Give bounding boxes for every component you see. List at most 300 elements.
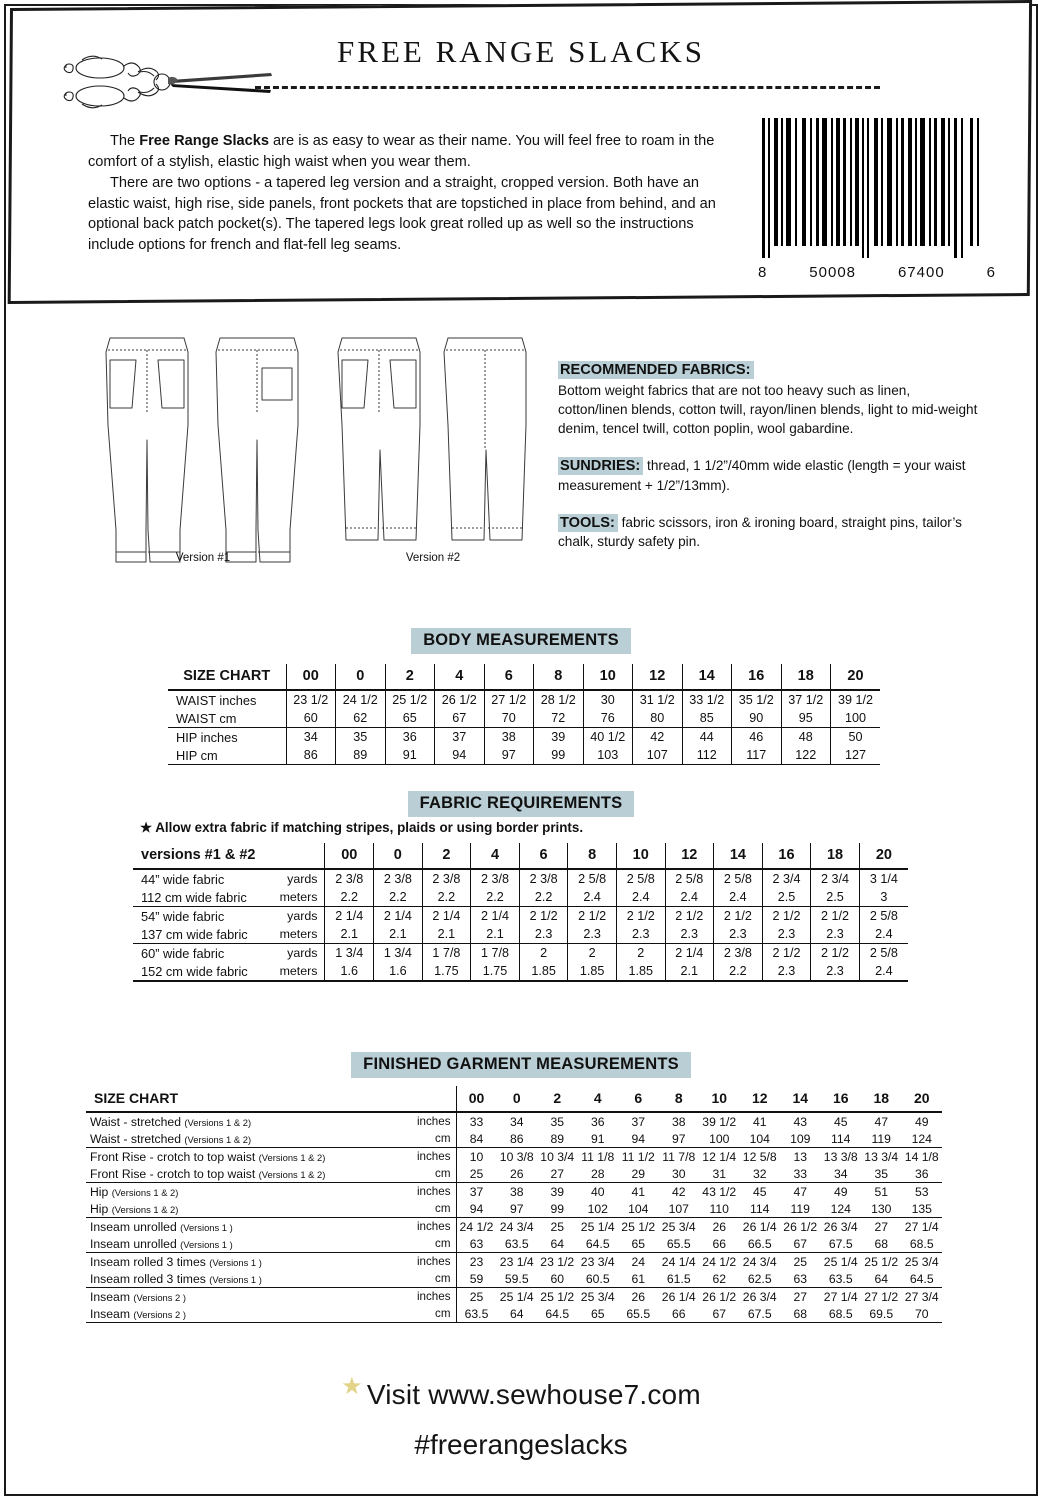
cell: 35 — [550, 1114, 565, 1129]
cell: 2.3 — [519, 925, 568, 944]
row-label: Hip (Versions 1 & 2) — [90, 1201, 179, 1216]
cell: 70 — [914, 1306, 929, 1321]
row-unit: cm — [435, 1167, 451, 1180]
cell: 42 — [659, 1183, 700, 1201]
cell: 85 — [682, 709, 732, 728]
cell: 65.5 — [626, 1306, 651, 1321]
cell: 26 1/4 — [659, 1288, 700, 1306]
cell: 2.4 — [859, 925, 908, 944]
cell: 2 1/2 — [616, 907, 665, 926]
cell: 25 1/4 — [821, 1253, 862, 1271]
cell: 66.5 — [747, 1236, 772, 1251]
cell: 30 — [671, 1166, 686, 1181]
cell: 114 — [831, 1131, 851, 1146]
cell: 38 — [497, 1183, 538, 1201]
cell: 40 1/2 — [583, 728, 633, 747]
cell: 13 3/4 — [861, 1148, 902, 1166]
col-size-8: 8 — [534, 664, 584, 690]
cell: 2.3 — [568, 925, 617, 944]
cell: 39 — [534, 728, 584, 747]
col-size-4: 4 — [471, 843, 520, 869]
cell: 49 — [821, 1183, 862, 1201]
cell: 24 1/2 — [336, 690, 386, 709]
cell: 26 1/2 — [780, 1218, 821, 1236]
table-header-row — [86, 1086, 942, 1112]
cell: 31 1/2 — [633, 690, 683, 709]
col-size-10: 10 — [616, 843, 665, 869]
cell: 2.4 — [859, 962, 908, 981]
cell: 110 — [709, 1201, 729, 1216]
cell: 2.3 — [665, 925, 714, 944]
cell: 65 — [385, 709, 435, 728]
row-label: HIP cm — [176, 747, 218, 763]
cell: 2 3/8 — [471, 869, 520, 888]
col-size-10: 10 — [711, 1090, 728, 1106]
cell: 2 3/8 — [714, 944, 763, 963]
cell: 72 — [534, 709, 584, 728]
table-row — [86, 1183, 942, 1201]
row-unit: cm — [435, 1237, 451, 1250]
table-row — [86, 1113, 942, 1130]
row-label: Inseam unrolled (Versions 1 ) — [90, 1236, 233, 1251]
cell: 10 — [456, 1148, 497, 1166]
cell: 90 — [732, 709, 782, 728]
barcode-digit-left: 8 — [758, 264, 768, 281]
cell: 25 1/4 — [497, 1288, 538, 1306]
col-size-20: 20 — [913, 1090, 930, 1106]
col-size-6: 6 — [484, 664, 534, 690]
cell: 2 5/8 — [714, 869, 763, 888]
cell: 112 — [682, 746, 732, 765]
cell: 2 5/8 — [859, 907, 908, 926]
cell: 59 — [456, 1270, 497, 1288]
cell: 27 — [861, 1218, 902, 1236]
cell: 1.6 — [374, 962, 423, 981]
table-row — [86, 1305, 942, 1323]
cell: 10 3/4 — [537, 1148, 578, 1166]
cell: 37 — [631, 1114, 646, 1129]
cell: 122 — [781, 746, 831, 765]
cell: 24 — [618, 1253, 659, 1271]
cell: 24 3/4 — [497, 1218, 538, 1236]
cell: 25 3/4 — [902, 1253, 943, 1271]
col-size-14: 14 — [714, 843, 763, 869]
cell: 104 — [628, 1201, 649, 1216]
cell: 63 — [456, 1235, 497, 1253]
cell: 31 — [712, 1166, 727, 1181]
sundries-heading: SUNDRIES: — [558, 457, 643, 475]
cell: 38 — [484, 728, 534, 747]
row-label: Inseam rolled 3 times (Versions 1 ) — [86, 1253, 406, 1271]
row-label: Waist - stretched (Versions 1 & 2) — [90, 1131, 252, 1146]
row-label: Front Rise - crotch to top waist (Versions 1 & 2) — [86, 1148, 406, 1166]
col-size-2: 2 — [422, 843, 471, 869]
cell: 32 — [752, 1166, 767, 1181]
col-size-4: 4 — [593, 1090, 602, 1106]
cell: 2 1/2 — [762, 944, 811, 963]
cell: 94 — [456, 1200, 497, 1218]
cell: 62 — [336, 709, 386, 728]
table-bottom-rule — [133, 981, 908, 984]
cell: 59.5 — [504, 1271, 529, 1286]
cell: 27 — [780, 1288, 821, 1306]
cell: 103 — [583, 746, 633, 765]
cell: 34 — [286, 728, 336, 747]
cell: 30 — [583, 690, 633, 709]
cell: 41 — [752, 1114, 767, 1129]
fabric-requirements-grid — [133, 843, 908, 984]
cell: 2 1/2 — [811, 944, 860, 963]
col-versions: versions #1 & #2 — [141, 847, 256, 863]
row-label: 112 cm wide fabric — [141, 889, 247, 905]
cell: 2 1/2 — [519, 907, 568, 926]
cell: 37 1/2 — [781, 690, 831, 709]
cell: 25 3/4 — [659, 1218, 700, 1236]
cell: 39 1/2 — [702, 1114, 737, 1129]
barcode-digits — [758, 264, 996, 281]
cell: 99 — [550, 1201, 565, 1216]
cell: 1.85 — [568, 962, 617, 981]
cell: 2 3/4 — [811, 869, 860, 888]
cell: 2 5/8 — [616, 869, 665, 888]
barcode-digit-right: 6 — [986, 264, 996, 281]
cell: 26 3/4 — [740, 1288, 781, 1306]
barcode-block — [758, 118, 996, 281]
row-unit: inches — [406, 1218, 456, 1236]
cell: 46 — [732, 728, 782, 747]
cell: 2 1/4 — [325, 907, 374, 926]
cell: 13 3/8 — [821, 1148, 862, 1166]
cell: 61.5 — [666, 1271, 691, 1286]
cell: 26 — [618, 1288, 659, 1306]
cell: 2 3/8 — [325, 869, 374, 888]
cell: 50 — [831, 728, 881, 747]
cell: 63.5 — [504, 1236, 529, 1251]
cell: 2.2 — [325, 888, 374, 907]
cell: 36 — [385, 728, 435, 747]
cell: 2.4 — [568, 888, 617, 907]
row-unit: inches — [406, 1148, 456, 1166]
row-label: HIP inches — [168, 728, 286, 747]
cell: 62.5 — [747, 1271, 772, 1286]
col-size-00: 00 — [286, 664, 336, 690]
cell: 2 1/4 — [422, 907, 471, 926]
cell: 53 — [902, 1183, 943, 1201]
cell: 2 — [519, 944, 568, 963]
cell: 67.5 — [747, 1306, 772, 1321]
cell: 25 3/4 — [578, 1288, 619, 1306]
cell: 86 — [509, 1131, 524, 1146]
cell: 64 — [509, 1306, 524, 1321]
row-unit: meters — [279, 890, 318, 904]
version1-front-flat — [106, 338, 188, 562]
col-size-18: 18 — [811, 843, 860, 869]
cell: 25 1/4 — [578, 1218, 619, 1236]
cell: 65 — [631, 1236, 646, 1251]
col-size-8: 8 — [568, 843, 617, 869]
cell: 127 — [831, 746, 881, 765]
col-size-00: 00 — [456, 1086, 497, 1112]
table-row-hip-inches — [168, 728, 880, 747]
col-size-8: 8 — [674, 1090, 683, 1106]
table-header-row — [133, 843, 908, 869]
cell: 2 3/8 — [519, 869, 568, 888]
row-label: 44” wide fabric — [133, 869, 269, 888]
cell: 67 — [712, 1306, 727, 1321]
cell: 33 — [793, 1166, 808, 1181]
row-unit: inches — [406, 1288, 456, 1306]
col-size-20: 20 — [831, 664, 881, 690]
cell: 28 1/2 — [534, 690, 584, 709]
cell: 2.1 — [422, 925, 471, 944]
cell: 2 — [568, 944, 617, 963]
cell: 91 — [590, 1131, 605, 1146]
cell: 14 1/8 — [902, 1148, 943, 1166]
cell: 27 — [550, 1166, 565, 1181]
col-size-18: 18 — [873, 1090, 890, 1106]
row-label: WAIST cm — [176, 710, 237, 726]
finished-garment-table — [86, 1086, 942, 1325]
cell: 2.5 — [811, 888, 860, 907]
cell: 2.3 — [762, 925, 811, 944]
col-size-2: 2 — [553, 1090, 562, 1106]
barcode-icon — [758, 118, 990, 258]
cell: 47 — [780, 1183, 821, 1201]
cell: 76 — [583, 709, 633, 728]
cell: 135 — [911, 1201, 932, 1216]
cell: 99 — [534, 746, 584, 765]
cell: 51 — [861, 1183, 902, 1201]
cell: 97 — [509, 1201, 524, 1216]
recommended-fabrics-text: Bottom weight fabrics that are not too heavy such as linen, cotton/linen blends, cotton twill, rayon/linen blends, light to mid-weight denim, tencel twill, cotton poplin, wool gabardine. — [558, 383, 978, 436]
body-measurements-banner — [0, 628, 1042, 654]
cell: 2.2 — [471, 888, 520, 907]
cell: 26 1/2 — [699, 1288, 740, 1306]
table-row — [86, 1165, 942, 1183]
table-row-waist-cm — [168, 709, 880, 728]
cell: 63.5 — [456, 1305, 497, 1323]
cell: 24 1/2 — [456, 1218, 497, 1236]
cell: 41 — [618, 1183, 659, 1201]
cell: 49 — [914, 1114, 929, 1129]
cell: 62 — [712, 1271, 727, 1286]
technical-flats-illustration — [88, 330, 528, 600]
cell: 12 1/4 — [699, 1148, 740, 1166]
row-unit: cm — [435, 1272, 451, 1285]
cell: 117 — [732, 746, 782, 765]
cell: 109 — [790, 1131, 811, 1146]
cell: 119 — [790, 1201, 810, 1216]
cell: 47 — [874, 1114, 889, 1129]
cell: 2 1/2 — [811, 907, 860, 926]
cell: 68.5 — [828, 1306, 853, 1321]
cell: 44 — [682, 728, 732, 747]
cell: 97 — [484, 746, 534, 765]
cell: 2.2 — [519, 888, 568, 907]
cell: 66 — [671, 1306, 686, 1321]
table-bottom-rule — [168, 765, 880, 767]
cell: 26 1/2 — [435, 690, 485, 709]
cell: 37 — [435, 728, 485, 747]
cell: 1.6 — [325, 962, 374, 981]
cell: 26 3/4 — [821, 1218, 862, 1236]
cell: 1.75 — [471, 962, 520, 981]
cell: 2 3/4 — [762, 869, 811, 888]
cell: 2 5/8 — [665, 869, 714, 888]
cell: 23 3/4 — [578, 1253, 619, 1271]
cell: 2.1 — [665, 962, 714, 981]
cell: 25 — [537, 1218, 578, 1236]
sundries-block — [558, 456, 983, 495]
col-size-6: 6 — [634, 1090, 643, 1106]
cell: 1 7/8 — [471, 944, 520, 963]
cell: 39 — [537, 1183, 578, 1201]
cell: 2.5 — [762, 888, 811, 907]
cell: 27 1/2 — [484, 690, 534, 709]
cell: 11 1/8 — [578, 1148, 619, 1166]
cell: 89 — [550, 1131, 565, 1146]
cell: 60 — [286, 709, 336, 728]
row-unit: yards — [269, 907, 325, 926]
col-size-4: 4 — [435, 664, 485, 690]
table-row — [86, 1218, 942, 1236]
cell: 29 — [631, 1166, 646, 1181]
cell: 60.5 — [585, 1271, 610, 1286]
cell: 11 7/8 — [659, 1148, 700, 1166]
cell: 2.3 — [762, 962, 811, 981]
cell: 2 1/4 — [374, 907, 423, 926]
col-size-16: 16 — [732, 664, 782, 690]
col-size-0: 0 — [336, 664, 386, 690]
cell: 2.3 — [714, 925, 763, 944]
cell: 69.5 — [869, 1306, 894, 1321]
cell: 1 7/8 — [422, 944, 471, 963]
cell: 35 — [874, 1166, 889, 1181]
cell: 107 — [633, 746, 683, 765]
cell: 70 — [484, 709, 534, 728]
fabric-requirements-banner-label: FABRIC REQUIREMENTS — [408, 791, 635, 817]
col-size-12: 12 — [751, 1090, 768, 1106]
table-row — [86, 1253, 942, 1271]
cell: 2.4 — [616, 888, 665, 907]
row-unit: cm — [435, 1132, 451, 1145]
cell: 25 1/2 — [385, 690, 435, 709]
row-label: Waist - stretched (Versions 1 & 2) — [90, 1114, 252, 1129]
cell: 84 — [456, 1130, 497, 1148]
row-label: Hip (Versions 1 & 2) — [86, 1183, 406, 1201]
page-title-text: FREE RANGE SLACKS — [337, 34, 705, 69]
finished-garment-banner-label: FINISHED GARMENT MEASUREMENTS — [351, 1052, 691, 1078]
table-row-44in-yards — [133, 869, 908, 888]
tools-text: fabric scissors, iron & ironing board, straight pins, tailor’s chalk, sturdy safety pin. — [558, 515, 962, 550]
footer-hashtag-line: #freerangeslacks — [414, 1429, 628, 1460]
cell: 36 — [590, 1114, 605, 1129]
cell: 33 1/2 — [682, 690, 732, 709]
table-header-row — [168, 664, 880, 690]
cell: 67.5 — [828, 1236, 853, 1251]
cell: 2 1/2 — [714, 907, 763, 926]
cell: 37 — [456, 1183, 497, 1201]
version1-back-flat — [216, 338, 298, 562]
cell: 64.5 — [585, 1236, 610, 1251]
table-row-60in-yards — [133, 944, 908, 963]
cell: 23 1/4 — [497, 1253, 538, 1271]
row-unit: yards — [269, 944, 325, 963]
cell: 25 — [456, 1165, 497, 1183]
cell: 25 1/2 — [537, 1288, 578, 1306]
row-unit: cm — [435, 1307, 451, 1320]
cell: 43 — [793, 1114, 808, 1129]
footer — [0, 1372, 1042, 1461]
cell: 2.1 — [471, 925, 520, 944]
row-label: Inseam rolled 3 times (Versions 1 ) — [90, 1271, 262, 1286]
col-size-16: 16 — [762, 843, 811, 869]
footer-website-text[interactable]: Visit www.sewhouse7.com — [366, 1379, 701, 1410]
col-size-12: 12 — [665, 843, 714, 869]
cell: 63 — [793, 1271, 808, 1286]
col-size-00: 00 — [325, 843, 374, 869]
table-row-137cm-meters — [133, 925, 908, 944]
cell: 3 1/4 — [859, 869, 908, 888]
cell: 60 — [550, 1271, 565, 1286]
col-size-12: 12 — [633, 664, 683, 690]
cell: 2.4 — [665, 888, 714, 907]
table-row — [86, 1200, 942, 1218]
cell: 27 1/4 — [821, 1288, 862, 1306]
fabric-requirements-note: ★ Allow extra fabric if matching stripes, plaids or using border prints. — [140, 820, 584, 835]
cell: 45 — [740, 1183, 781, 1201]
cell: 45 — [833, 1114, 848, 1129]
cell: 104 — [749, 1131, 770, 1146]
cell: 67 — [793, 1236, 808, 1251]
row-label: 60” wide fabric — [133, 944, 269, 963]
finished-garment-banner — [0, 1052, 1042, 1078]
info-column — [558, 360, 983, 570]
cell: 61 — [631, 1271, 646, 1286]
row-unit: meters — [279, 927, 318, 941]
col-size-0: 0 — [512, 1090, 521, 1106]
cell: 119 — [871, 1131, 891, 1146]
cell: 2.2 — [422, 888, 471, 907]
cell: 10 3/8 — [497, 1148, 538, 1166]
cell: 28 — [590, 1166, 605, 1181]
cell: 64.5 — [545, 1306, 570, 1321]
cell: 2 1/4 — [471, 907, 520, 926]
cell: 2 3/8 — [374, 869, 423, 888]
cell: 33 — [456, 1113, 497, 1130]
cell: 114 — [750, 1201, 770, 1216]
row-label: Inseam (Versions 2 ) — [86, 1288, 406, 1306]
col-size-0: 0 — [374, 843, 423, 869]
cell: 1 3/4 — [374, 944, 423, 963]
col-size-14: 14 — [682, 664, 732, 690]
cell: 25 — [780, 1253, 821, 1271]
cell: 63.5 — [828, 1271, 853, 1286]
col-size-chart: SIZE CHART — [94, 1090, 178, 1106]
fabric-requirements-table — [133, 843, 908, 984]
row-unit: inches — [406, 1183, 456, 1201]
star-icon: ★ — [341, 1373, 363, 1400]
cell: 27 1/2 — [861, 1288, 902, 1306]
cell: 2.2 — [714, 962, 763, 981]
table-bottom-rule — [86, 1323, 942, 1325]
cell: 2 3/8 — [422, 869, 471, 888]
cell: 25 — [456, 1288, 497, 1306]
description-paragraph-1: The Free Range Slacks are is as easy to wear as their name. You will feel free to roam in the comfort of a stylish, elastic high waist when you wear them. — [88, 133, 715, 170]
cell: 2 — [616, 944, 665, 963]
cell: 23 — [456, 1253, 497, 1271]
dashed-divider — [255, 86, 880, 89]
